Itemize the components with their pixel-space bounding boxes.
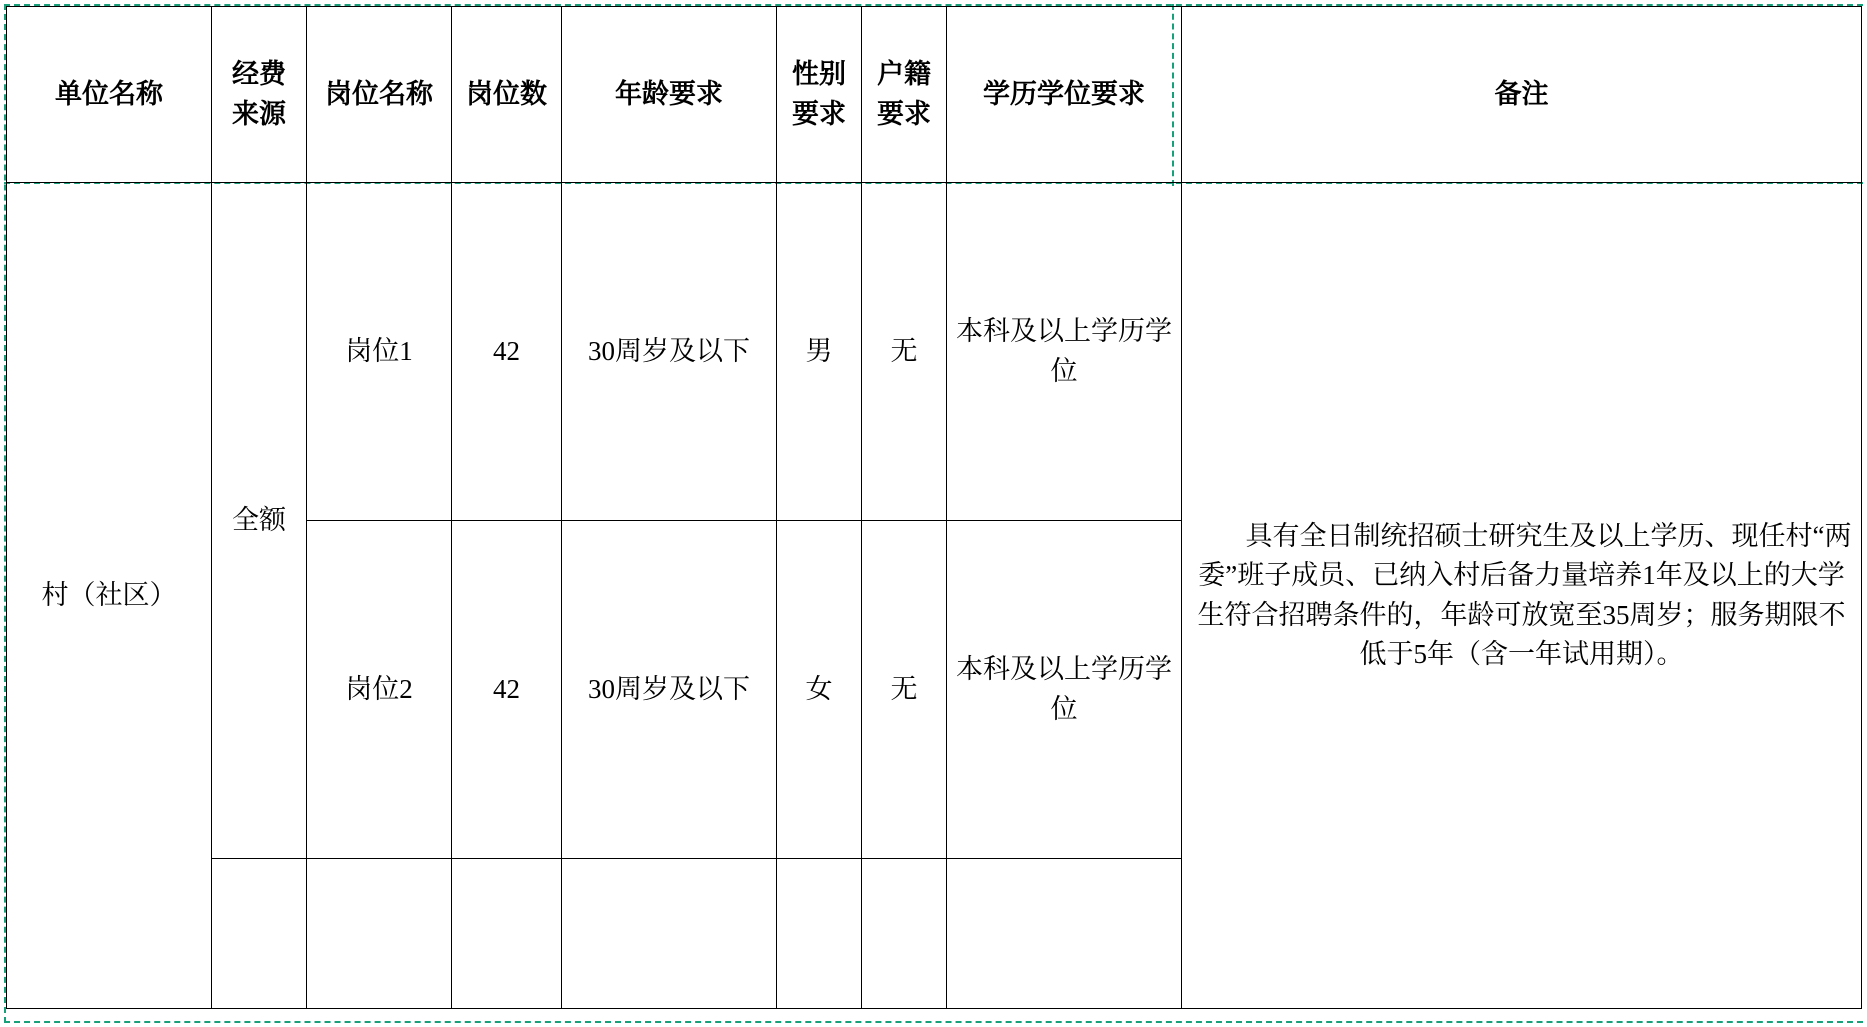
cell-gender-requirement: 男 <box>777 183 862 521</box>
cell-unit-name: 村（社区） <box>7 183 212 1009</box>
header-label-position-name: 岗位名称 <box>325 78 433 109</box>
header-label-position-count: 岗位数 <box>466 78 547 109</box>
cell-household-requirement: 无 <box>862 521 947 859</box>
remarks-text: 具有全日制统招硕士研究生及以上学历、现任村“两委”班子成员、已纳入村后备力量培养1年及以上的大学生符合招聘条件的，年龄可放宽至35周岁；服务期限不低于5年（含一年试用期）。 <box>1197 521 1852 669</box>
table-row <box>7 183 1862 521</box>
header-cell-remarks <box>1182 7 1862 183</box>
cell-position-name: 岗位2 <box>307 521 452 859</box>
header-label-unit-name: 单位名称 <box>55 78 163 109</box>
cell-filler-position-name <box>307 859 452 1009</box>
cell-household-requirement: 无 <box>862 183 947 521</box>
cell-position-count: 42 <box>452 183 562 521</box>
header-label-funding-source-line1: 经费 <box>232 59 286 90</box>
cell-gender-requirement: 女 <box>777 521 862 859</box>
header-cell-gender-requirement <box>777 7 862 183</box>
header-label-age-requirement: 年龄要求 <box>615 78 723 109</box>
header-cell-age-requirement <box>562 7 777 183</box>
print-area-bottom-marker <box>4 1021 1863 1023</box>
cell-age-requirement: 30周岁及以下 <box>562 183 777 521</box>
header-cell-position-name <box>307 7 452 183</box>
cell-position-count: 42 <box>452 521 562 859</box>
cell-education-requirement: 本科及以上学历学位 <box>947 183 1182 521</box>
header-cell-unit-name <box>7 7 212 183</box>
cell-filler-position-count <box>452 859 562 1009</box>
cell-filler-education <box>947 859 1182 1009</box>
table-header-row <box>7 7 1862 183</box>
header-cell-position-count <box>452 7 562 183</box>
header-label-remarks: 备注 <box>1494 78 1549 109</box>
cell-filler-funding <box>212 859 307 1009</box>
header-label-education-requirement: 学历学位要求 <box>983 78 1145 109</box>
header-label-household-requirement-line2: 要求 <box>877 98 931 129</box>
header-label-gender-requirement-line2: 要求 <box>792 98 846 129</box>
header-cell-household-requirement <box>862 7 947 183</box>
cell-filler-household <box>862 859 947 1009</box>
cell-position-name: 岗位1 <box>307 183 452 521</box>
cell-funding-source: 全额 <box>212 183 307 859</box>
recruitment-table <box>6 6 1862 1009</box>
cell-education-requirement: 本科及以上学历学位 <box>947 521 1182 859</box>
cell-filler-age <box>562 859 777 1009</box>
header-label-funding-source-line2: 来源 <box>232 98 286 129</box>
header-label-gender-requirement-line1: 性别 <box>792 59 846 90</box>
cell-filler-gender <box>777 859 862 1009</box>
header-cell-education-requirement <box>947 7 1182 183</box>
cell-remarks <box>1182 183 1862 1009</box>
header-cell-funding-source <box>212 7 307 183</box>
header-label-household-requirement-line1: 户籍 <box>877 59 931 90</box>
cell-age-requirement: 30周岁及以下 <box>562 521 777 859</box>
